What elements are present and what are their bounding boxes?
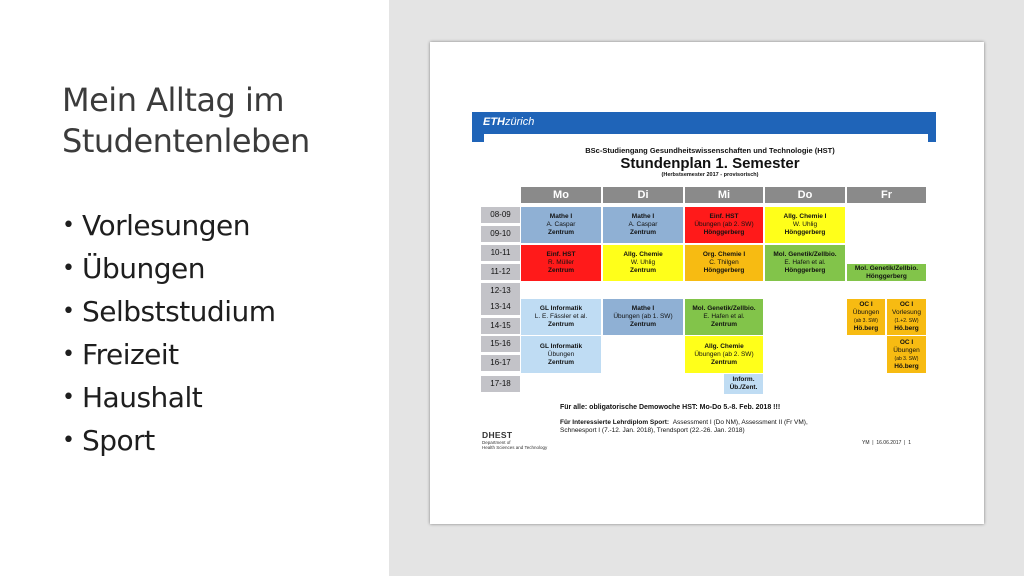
day-header: Do [765,187,845,203]
day-header: Fr [847,187,926,203]
eth-logo: ETHzürich [483,116,535,128]
schedule-title: Stundenplan 1. Semester [620,155,800,172]
bullet-item: • Freizeit [62,333,276,376]
demo-week-note: Für alle: obligatorische Demowoche HST: Mo-Do 5.-8. Feb. 2018 !!! [560,404,781,411]
course-cell: Allg. Chemie W. Uhlig Zentrum [603,245,683,281]
bullet-item: • Vorlesungen [62,204,276,247]
bullet-item: • Sport [62,419,276,462]
time-slot: 11-12 [481,264,520,280]
department-logo: DHEST Department of Health Sciences and Technology [482,430,548,450]
day-header: Mo [521,187,601,203]
time-slot: 15-16 [481,336,520,352]
course-cell: OC I Vorlesung (1.+2. SW) Hö.berg [887,299,926,335]
time-slot: 09-10 [481,226,520,242]
bullet-item: • Haushalt [62,376,276,419]
time-slot: 14-15 [481,318,520,334]
course-cell: Einf. HST Übungen (ab 2. SW) Hönggerberg [685,207,763,243]
time-slot: 08-09 [481,207,520,223]
bullet-item: • Übungen [62,247,276,290]
document-footer: YM | 16.06.2017 | 1 [862,440,912,446]
course-cell: Mol. Genetik/Zellbio. E. Hafen et al. Hönggerberg [765,245,845,281]
slide-title: Mein Alltag im Studentenleben [62,81,310,160]
day-header: Mi [685,187,763,203]
course-cell: GL Informatik Übungen Zentrum [521,336,601,373]
course-cell: Mol. Genetik/Zellbio. E. Hafen et al. Zentrum [685,299,763,335]
course-cell: Allg. Chemie Übungen (ab 2. SW) Zentrum [685,336,763,373]
day-header: Di [603,187,683,203]
course-cell: OC I Übungen (ab 3. SW) Hö.berg [887,336,926,373]
program-name: BSc-Studiengang Gesundheitswissenschaften und Technologie (HST) [585,146,835,155]
course-cell: Mol. Genetik/Zellbio. Hönggerberg [847,264,926,281]
time-slot: 13-14 [481,299,520,315]
bullet-icon: • [62,385,75,410]
sport-note: Für Interessierte Lehrdiplom Sport: Assessment I (Do NM), Assessment II (Fr VM), Schneesport I (7.-12. Jan. 2018), Trendsport (22.-26. Jan. 2018) [560,419,808,434]
bullet-icon: • [62,213,75,238]
course-cell: Inform. Üb./Zent. [724,374,763,394]
course-cell: Mathe I Übungen (ab 1. SW) Zentrum [603,299,683,335]
course-cell: Org. Chemie I C. Thilgen Hönggerberg [685,245,763,281]
time-slot: 12-13 [481,283,520,299]
bullet-item: • Selbststudium [62,290,276,333]
time-slot: 16-17 [481,355,520,371]
slide-text-panel [0,0,389,576]
bullet-icon: • [62,342,75,367]
course-cell: OC I Übungen (ab 3. SW) Hö.berg [847,299,885,335]
course-cell: Mathe I A. Caspar Zentrum [521,207,601,243]
course-cell: Einf. HST R. Müller Zentrum [521,245,601,281]
schedule-subtitle: (Herbstsemester 2017 - provisorisch) [661,172,759,178]
course-cell: GL Informatik L. E. Fässler et al. Zentrum [521,299,601,335]
eth-header-bar [472,112,936,134]
time-slot: 17-18 [481,376,520,392]
course-cell: Allg. Chemie I W. Uhlig Hönggerberg [765,207,845,243]
bullet-icon: • [62,428,75,453]
bullet-icon: • [62,299,75,324]
course-cell: Mathe I A. Caspar Zentrum [603,207,683,243]
bullet-icon: • [62,256,75,281]
bullet-list [62,204,276,462]
time-slot: 10-11 [481,245,520,261]
